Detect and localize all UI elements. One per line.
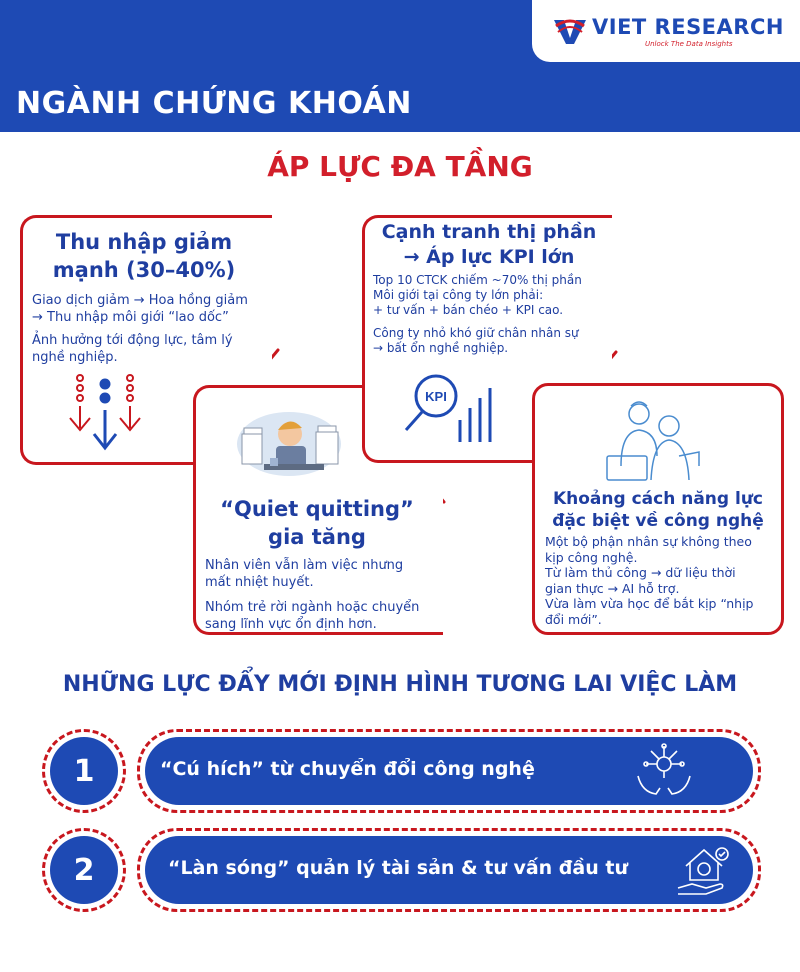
falling-arrows-icon [62,372,148,458]
card-gap-title [536,488,780,532]
logo-tagline: Unlock The Data Insights [645,40,733,48]
card-income-title-line2: mạnh (30–40%) [52,258,236,282]
force-2-number: 2 [50,836,118,904]
card-competition-text5: → bất ổn nghề nghiệp. [373,341,509,355]
card-quiet-text4: sang lĩnh vực ổn định hơn. [205,617,377,632]
card-gap-title-line2: đặc biệt về công nghệ [552,511,764,531]
card-quiet-body [205,557,437,633]
card-gap-text2: kịp công nghệ. [545,549,638,565]
card-income-text1: Giao dịch giảm → Hoa hồng giảm [32,293,248,308]
card-income-body [32,292,268,366]
tech-hands-icon [636,742,692,798]
card-gap-body [545,534,781,627]
card-competition-title [366,220,612,270]
card-income-text4: nghề nghiệp. [32,350,118,365]
card-quiet-title-line1: “Quiet quitting” [220,497,414,521]
card-gap-text1: Một bộ phận nhân sự không theo [545,534,752,549]
card-income-title [24,228,264,284]
house-money-hand-icon [676,842,732,898]
card-income-title-line1: Thu nhập giảm [55,230,233,254]
page-title: NGÀNH CHỨNG KHOÁN [16,86,412,121]
card-competition-title-line1: Cạnh tranh thị phần [381,221,597,243]
card-competition-text2: Môi giới tại công ty lớn phải: [373,288,544,302]
card-income-text3: Ảnh hưởng tới động lực, tâm lý [32,333,233,348]
tired-worker-illustration-icon [236,404,342,476]
card-income-text2: → Thu nhập môi giới “lao dốc” [32,310,229,325]
card-competition-title-line2: → Áp lực KPI lớn [403,246,575,268]
force-1-label: “Cú hích” từ chuyển đổi công nghệ [160,758,535,780]
card-quiet-text1: Nhân viên vẫn làm việc nhưng [205,558,404,573]
card-gap-text5: Vừa làm vừa học để bắt kịp “nhịp [545,596,754,611]
force-1-number: 1 [50,737,118,805]
card-gap-text6: đổi mới”. [545,611,602,627]
card-gap-text3: Từ làm thủ công → dữ liệu thời [545,565,736,580]
card-competition-text1: Top 10 CTCK chiếm ~70% thị phần [373,273,582,287]
section-title: ÁP LỰC ĐA TẦNG [267,150,533,183]
people-learning-illustration-icon [603,396,709,486]
card-quiet-text3: Nhóm trẻ rời ngành hoặc chuyển [205,600,420,615]
card-competition-text4: Công ty nhỏ khó giữ chân nhân sự [373,326,579,340]
card-quiet-title [197,495,437,551]
card-competition-body [373,273,609,356]
card-competition-text3: + tư vấn + bán chéo + KPI cao. [373,303,564,317]
card-gap-title-line1: Khoảng cách năng lực [552,489,764,509]
card-gap-text4: gian thực → AI hỗ trợ. [545,580,680,596]
kpi-label: KPI [425,389,447,404]
logo-name: VIET RESEARCH [592,15,784,39]
card-quiet-title-line2: gia tăng [268,525,366,549]
kpi-magnifier-chart-icon [402,368,498,448]
forces-title: NHỮNG LỰC ĐẨY MỚI ĐỊNH HÌNH TƯƠNG LAI VIỆC LÀM [62,672,738,697]
force-2-label: “Làn sóng” quản lý tài sản & tư vấn đầu tư [168,857,628,879]
card-quiet-text2: mất nhiệt huyết. [205,575,314,590]
